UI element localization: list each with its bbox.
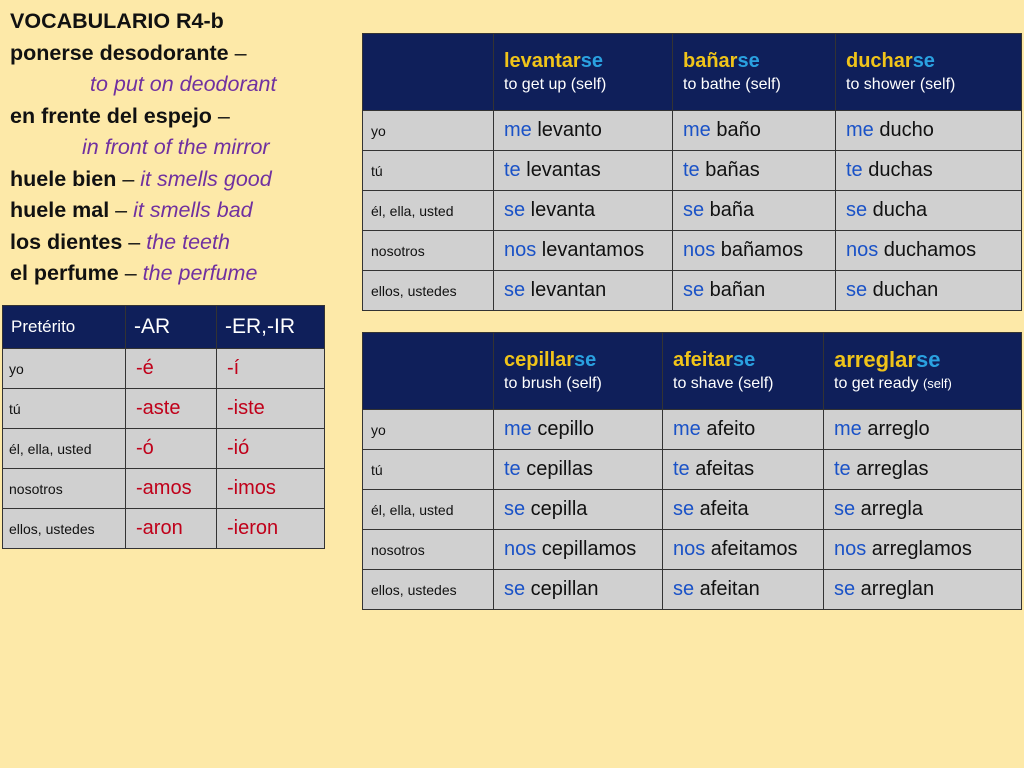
reflexive-pronoun: me xyxy=(683,119,711,141)
conjugation-cell xyxy=(494,271,673,311)
conjugation-cell xyxy=(494,570,663,610)
conjugation-cell xyxy=(673,151,836,191)
verb-header-cell xyxy=(494,34,673,111)
vocab-title: VOCABULARIO R4-b xyxy=(10,9,224,33)
verb-form: afeitan xyxy=(694,578,760,600)
pronoun-cell: él, ella, usted xyxy=(3,429,126,469)
table-header-row xyxy=(363,34,1022,111)
conjugation-cell xyxy=(824,530,1022,570)
conjugation-cell xyxy=(494,410,663,450)
preterite-endings-table xyxy=(2,305,325,549)
verb-gloss: to get ready (self) xyxy=(834,375,952,392)
reflexive-pronoun: nos xyxy=(504,538,537,560)
verb-gloss: to shave (self) xyxy=(673,375,774,392)
pronoun-cell: ellos, ustedes xyxy=(3,509,126,549)
conjugation-cell xyxy=(836,231,1022,271)
header-blank-cell xyxy=(363,34,494,111)
conjugation-cell xyxy=(673,191,836,231)
verb-form: cepilla xyxy=(525,498,588,520)
verb-form: arreglo xyxy=(861,418,930,440)
conjugation-cell xyxy=(494,191,673,231)
vocabulary-list xyxy=(10,6,350,290)
pronoun-cell: tú xyxy=(3,389,126,429)
reflexive-pronoun: nos xyxy=(504,239,537,261)
table-row xyxy=(3,389,325,429)
conjugation-cell xyxy=(824,410,1022,450)
infinitive: afeitarse xyxy=(673,349,756,371)
infinitive: bañarse xyxy=(683,50,760,72)
infinitive: ducharse xyxy=(846,50,935,72)
pronoun-cell: ellos, ustedes xyxy=(363,570,494,610)
verb-form: cepillo xyxy=(531,418,595,440)
pronoun-cell: yo xyxy=(3,349,126,389)
verb-header-cell xyxy=(663,333,824,410)
table-row xyxy=(3,509,325,549)
header-cell: Pretérito xyxy=(3,306,126,349)
pronoun-cell: nosotros xyxy=(363,231,494,271)
reflexive-pronoun: te xyxy=(504,458,521,480)
verb-gloss: to brush (self) xyxy=(504,375,602,392)
table-row xyxy=(3,349,325,389)
vocab-item: los dientes – the teeth xyxy=(10,229,230,254)
ending-cell: -é xyxy=(126,349,217,389)
conjugation-cell xyxy=(824,570,1022,610)
table-row xyxy=(363,410,1022,450)
reflexive-pronoun: se xyxy=(504,498,526,520)
verb-form: cepillas xyxy=(520,458,593,480)
verb-gloss: to bathe (self) xyxy=(683,76,781,93)
conjugation-cell xyxy=(836,151,1022,191)
conjugation-cell xyxy=(836,191,1022,231)
reflexive-pronoun: se xyxy=(504,279,526,301)
reflexive-pronoun: me xyxy=(504,119,532,141)
verb-form: bañan xyxy=(704,279,766,301)
verb-form: duchas xyxy=(862,159,933,181)
reflexive-pronoun: me xyxy=(846,119,874,141)
table-row xyxy=(363,490,1022,530)
table-row xyxy=(363,111,1022,151)
conjugation-cell xyxy=(494,151,673,191)
conjugation-cell xyxy=(663,490,824,530)
verb-form: duchamos xyxy=(878,239,977,261)
verb-form: baña xyxy=(704,199,755,221)
conjugation-cell xyxy=(494,231,673,271)
verb-form: ducha xyxy=(867,199,928,221)
verb-form: bañamos xyxy=(715,239,804,261)
pronoun-cell: yo xyxy=(363,410,494,450)
conjugation-cell xyxy=(663,450,824,490)
pronoun-cell: ellos, ustedes xyxy=(363,271,494,311)
verb-form: levantamos xyxy=(536,239,645,261)
infinitive: levantarse xyxy=(504,50,603,72)
reflexive-pronoun: te xyxy=(834,458,851,480)
reflexive-pronoun: se xyxy=(683,279,705,301)
vocab-item: huele bien – it smells good xyxy=(10,166,272,191)
verb-form: afeita xyxy=(694,498,749,520)
ending-cell: -imos xyxy=(217,469,325,509)
verb-header-cell xyxy=(824,333,1022,410)
reflexive-pronoun: se xyxy=(504,578,526,600)
conjugation-cell xyxy=(836,271,1022,311)
reflexive-pronoun: te xyxy=(673,458,690,480)
reflexive-pronoun: se xyxy=(834,578,856,600)
header-cell: -AR xyxy=(126,306,217,349)
verb-form: afeitamos xyxy=(705,538,798,560)
vocab-translation: in front of the mirror xyxy=(82,135,270,159)
ending-cell: -amos xyxy=(126,469,217,509)
vocab-item: huele mal – it smells bad xyxy=(10,198,253,222)
verb-header-cell xyxy=(836,34,1022,111)
reflexive-verbs-table-2 xyxy=(362,332,1022,610)
reflexive-pronoun: se xyxy=(504,199,526,221)
conjugation-cell xyxy=(673,111,836,151)
ending-cell: -aste xyxy=(126,389,217,429)
reflexive-pronoun: nos xyxy=(673,538,706,560)
verb-form: arregla xyxy=(855,498,923,520)
conjugation-cell xyxy=(494,450,663,490)
vocab-item: ponerse desodorante – xyxy=(10,40,247,65)
vocab-item: el perfume – the perfume xyxy=(10,261,258,285)
conjugation-cell xyxy=(494,530,663,570)
conjugation-rows xyxy=(363,111,1022,311)
reflexive-pronoun: me xyxy=(673,418,701,440)
reflexive-pronoun: nos xyxy=(683,239,716,261)
header-blank-cell xyxy=(363,333,494,410)
ending-cell: -ó xyxy=(126,429,217,469)
table-row xyxy=(363,151,1022,191)
verb-form: afeito xyxy=(700,418,756,440)
pronoun-cell: él, ella, usted xyxy=(363,191,494,231)
verb-form: baño xyxy=(710,119,761,141)
infinitive: arreglarse xyxy=(834,347,941,372)
reflexive-pronoun: nos xyxy=(846,239,879,261)
verb-gloss: to shower (self) xyxy=(846,76,956,93)
vocab-item: en frente del espejo – xyxy=(10,103,230,128)
table-row xyxy=(3,469,325,509)
ending-cell: -ió xyxy=(217,429,325,469)
pronoun-cell: tú xyxy=(363,151,494,191)
verb-form: levantan xyxy=(525,279,607,301)
reflexive-pronoun: se xyxy=(683,199,705,221)
reflexive-verbs-table-1 xyxy=(362,33,1022,311)
pronoun-cell: nosotros xyxy=(3,469,126,509)
conjugation-cell xyxy=(673,231,836,271)
conjugation-cell xyxy=(663,410,824,450)
verb-form: levanta xyxy=(525,199,596,221)
pronoun-cell: yo xyxy=(363,111,494,151)
pronoun-cell: nosotros xyxy=(363,530,494,570)
conjugation-cell xyxy=(663,570,824,610)
verb-form: arreglan xyxy=(855,578,935,600)
conjugation-cell xyxy=(673,271,836,311)
reflexive-pronoun: se xyxy=(846,279,868,301)
header-cell: -ER,-IR xyxy=(217,306,325,349)
conjugation-cell xyxy=(494,111,673,151)
pronoun-cell: tú xyxy=(363,450,494,490)
conjugation-cell xyxy=(494,490,663,530)
verb-form: duchan xyxy=(867,279,939,301)
verb-form: levantas xyxy=(520,159,601,181)
conjugation-cell xyxy=(824,490,1022,530)
table-row xyxy=(363,191,1022,231)
reflexive-pronoun: se xyxy=(834,498,856,520)
conjugation-cell xyxy=(663,530,824,570)
verb-form: afeitas xyxy=(689,458,755,480)
conjugation-cell xyxy=(824,450,1022,490)
ending-cell: -ieron xyxy=(217,509,325,549)
verb-gloss: to get up (self) xyxy=(504,76,607,93)
pronoun-cell: él, ella, usted xyxy=(363,490,494,530)
reflexive-pronoun: se xyxy=(673,498,695,520)
reflexive-pronoun: me xyxy=(504,418,532,440)
table-row xyxy=(363,231,1022,271)
infinitive: cepillarse xyxy=(504,349,597,371)
verb-form: ducho xyxy=(873,119,934,141)
reflexive-pronoun: me xyxy=(834,418,862,440)
conjugation-cell xyxy=(836,111,1022,151)
ending-cell: -aron xyxy=(126,509,217,549)
table-row xyxy=(363,450,1022,490)
table-row xyxy=(363,570,1022,610)
reflexive-pronoun: te xyxy=(846,159,863,181)
table-header-row xyxy=(3,306,325,349)
table-row xyxy=(363,530,1022,570)
table-row xyxy=(363,271,1022,311)
table-row xyxy=(3,429,325,469)
verb-form: arreglas xyxy=(850,458,929,480)
ending-cell: -í xyxy=(217,349,325,389)
verb-header-cell xyxy=(673,34,836,111)
verb-form: cepillan xyxy=(525,578,599,600)
verb-header-cell xyxy=(494,333,663,410)
reflexive-pronoun: se xyxy=(846,199,868,221)
reflexive-pronoun: se xyxy=(673,578,695,600)
verb-form: levanto xyxy=(531,119,602,141)
verb-form: bañas xyxy=(699,159,760,181)
conjugation-rows xyxy=(363,410,1022,610)
reflexive-pronoun: te xyxy=(504,159,521,181)
reflexive-pronoun: te xyxy=(683,159,700,181)
vocab-translation: to put on deodorant xyxy=(90,72,277,96)
table-header-row xyxy=(363,333,1022,410)
verb-form: arreglamos xyxy=(866,538,972,560)
ending-cell: -iste xyxy=(217,389,325,429)
reflexive-pronoun: nos xyxy=(834,538,867,560)
verb-form: cepillamos xyxy=(536,538,637,560)
